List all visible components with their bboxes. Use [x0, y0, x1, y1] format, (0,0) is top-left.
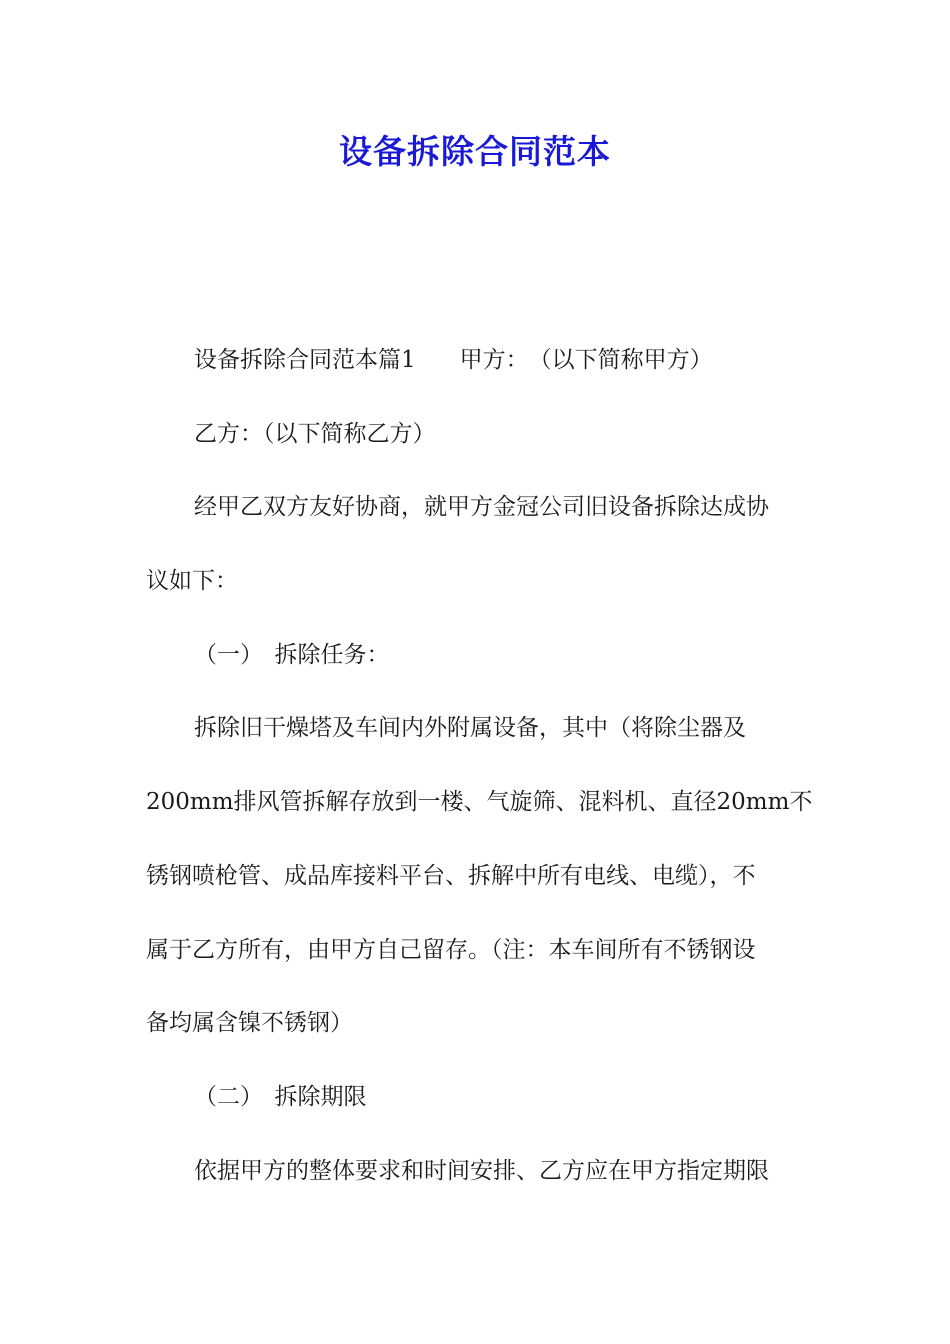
section-heading: （一） 拆除任务：: [194, 641, 390, 668]
paragraph-line: 拆除旧干燥塔及车间内外附属设备，其中（将除尘器及: [194, 715, 746, 742]
paragraph-line: 200mm排风管拆解存放到一楼、气旋筛、混料机、直径20mm不: [146, 789, 813, 816]
contract-heading: 设备拆除合同范本篇1: [194, 347, 416, 373]
document-body: [146, 338, 813, 1222]
paragraph-line: 依据甲方的整体要求和时间安排、乙方应在甲方指定期限: [194, 1157, 769, 1184]
paragraph-line: 经甲乙双方友好协商，就甲方金冠公司旧设备拆除达成协: [194, 494, 769, 521]
paragraph-line: 锈钢喷枪管、成品库接料平台、拆解中所有电线、电缆），不: [146, 862, 756, 889]
party-b-line: 乙方：（以下简称乙方）: [194, 420, 436, 447]
paragraph-line: [146, 338, 810, 412]
party-a-line: 甲方： （以下简称甲方）: [459, 347, 713, 373]
paragraph-line: 属于乙方所有，由甲方自己留存。（注：本车间所有不锈钢设: [146, 936, 756, 963]
section-heading: （二） 拆除期限: [194, 1083, 367, 1110]
document-title: 设备拆除合同范本: [339, 132, 611, 171]
paragraph-line: 议如下：: [146, 568, 238, 595]
paragraph-line: 备均属含镍不锈钢）: [146, 1010, 353, 1037]
